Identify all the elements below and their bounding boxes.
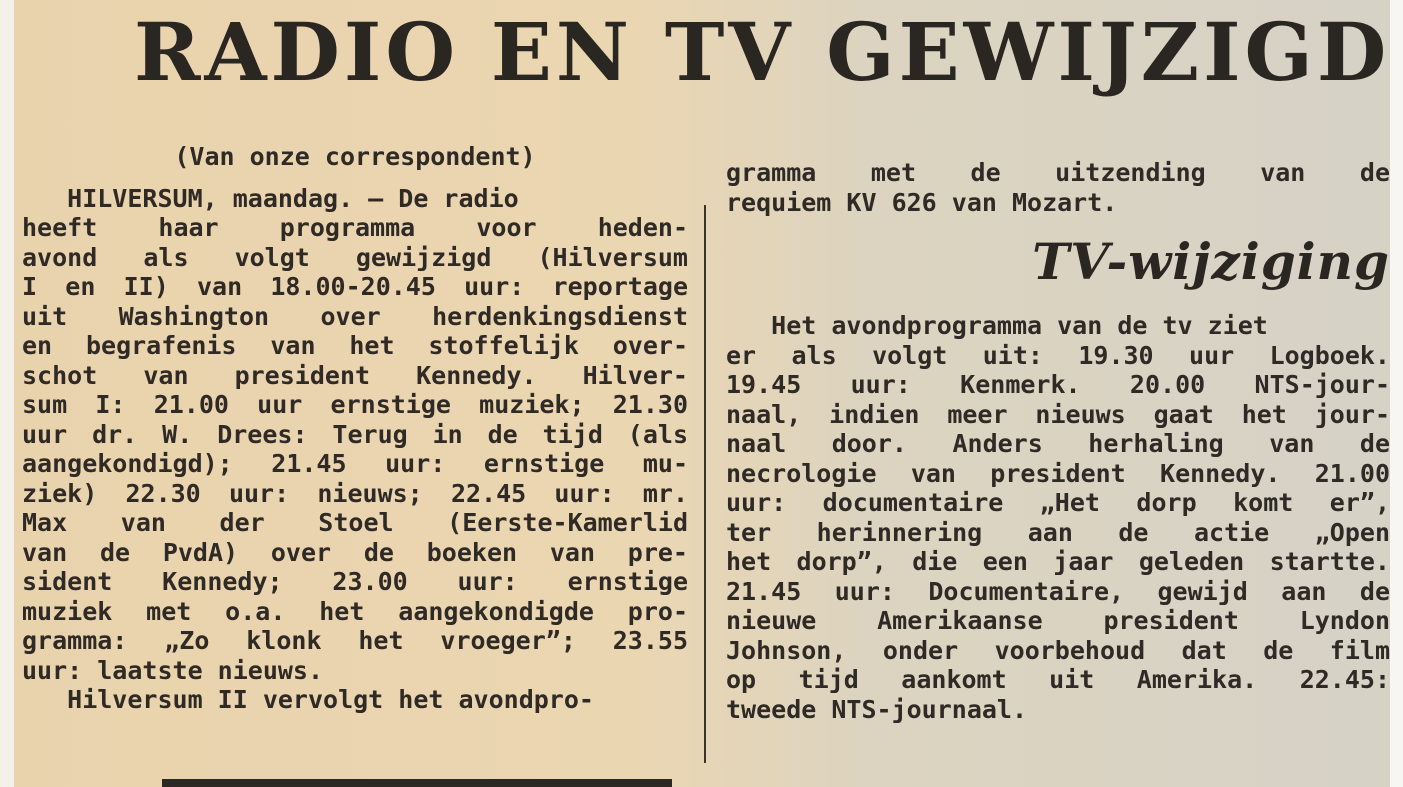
text-line: Het avondprogramma van de tv ziet <box>726 311 1268 340</box>
headline: RADIO EN TV GEWIJZIGD <box>134 5 1390 99</box>
text-line: op tijd aankomt uit Amerika. 22.45: <box>726 665 1390 694</box>
text-line: naal, indien meer nieuws gaat het jour- <box>726 399 1390 429</box>
text-line: 19.45 uur: Kenmerk. 20.00 NTS-jour- <box>726 370 1390 399</box>
text-line: uit Washington over herdenkingsdienst <box>22 301 688 331</box>
text-line: gramma: „Zo klonk het vroeger”; 23.55 <box>22 626 688 655</box>
text-line: I en II) van 18.00-20.45 uur: reportage <box>22 272 688 301</box>
text-line: avond als volgt gewijzigd (Hilversum <box>22 242 688 272</box>
text-line: necrologie van president Kennedy. 21.00 <box>726 458 1390 488</box>
text-line: sum I: 21.00 uur ernstige muziek; 21.30 <box>22 390 688 419</box>
subheading: TV-wijziging <box>1032 232 1390 291</box>
text-line: ter herinnering aan de actie „Open <box>726 517 1390 547</box>
text-line: uur: documentaire „Het dorp komt er”, <box>726 488 1390 517</box>
text-line: 21.45 uur: Documentaire, gewijd aan de <box>726 576 1390 606</box>
text-line: en begrafenis van het stoffelijk over- <box>22 331 688 360</box>
text-line: tweede NTS-journaal. <box>726 694 1028 724</box>
text-line: requiem KV 626 van Mozart. <box>726 187 1118 217</box>
scan-background <box>1390 0 1403 787</box>
text-line: aangekondigd); 21.45 uur: ernstige mu- <box>22 449 688 478</box>
text-line: sident Kennedy; 23.00 uur: ernstige <box>22 567 688 596</box>
right-column-intro <box>726 158 1390 217</box>
right-column-text <box>726 311 1390 724</box>
text-line: nieuwe Amerikaanse president Lyndon <box>726 606 1390 635</box>
text-line: muziek met o.a. het aangekondigde pro- <box>22 596 688 626</box>
left-column-text <box>22 184 688 715</box>
byline: (Van onze correspondent) <box>174 142 536 171</box>
text-line: Johnson, onder voorbehoud dat de film <box>726 635 1390 665</box>
column-divider <box>704 205 706 763</box>
text-line: het dorp”, die een jaar geleden startte. <box>726 547 1390 576</box>
text-line: HILVERSUM, maandag. — De radio <box>22 183 519 213</box>
text-line: ziek) 22.30 uur: nieuws; 22.45 uur: mr. <box>22 478 688 508</box>
right-column <box>726 158 1390 724</box>
text-line: Max van der Stoel (Eerste-Kamerlid <box>22 508 688 537</box>
text-line: uur: laatste nieuws. <box>22 655 324 685</box>
text-line: heeft haar programma voor heden- <box>22 213 688 242</box>
text-line: Hilversum II vervolgt het avondpro- <box>22 685 594 714</box>
text-line: uur dr. W. Drees: Terug in de tijd (als <box>22 419 688 449</box>
bottom-bar <box>162 779 672 787</box>
text-line: schot van president Kennedy. Hilver- <box>22 360 688 390</box>
text-line: van de PvdA) over de boeken van pre- <box>22 537 688 567</box>
text-line: er als volgt uit: 19.30 uur Logboek. <box>726 340 1390 370</box>
newspaper-clipping <box>14 0 1390 787</box>
text-line: gramma met de uitzending van de <box>726 158 1390 187</box>
left-column <box>22 142 688 715</box>
text-line: naal door. Anders herhaling van de <box>726 429 1390 458</box>
